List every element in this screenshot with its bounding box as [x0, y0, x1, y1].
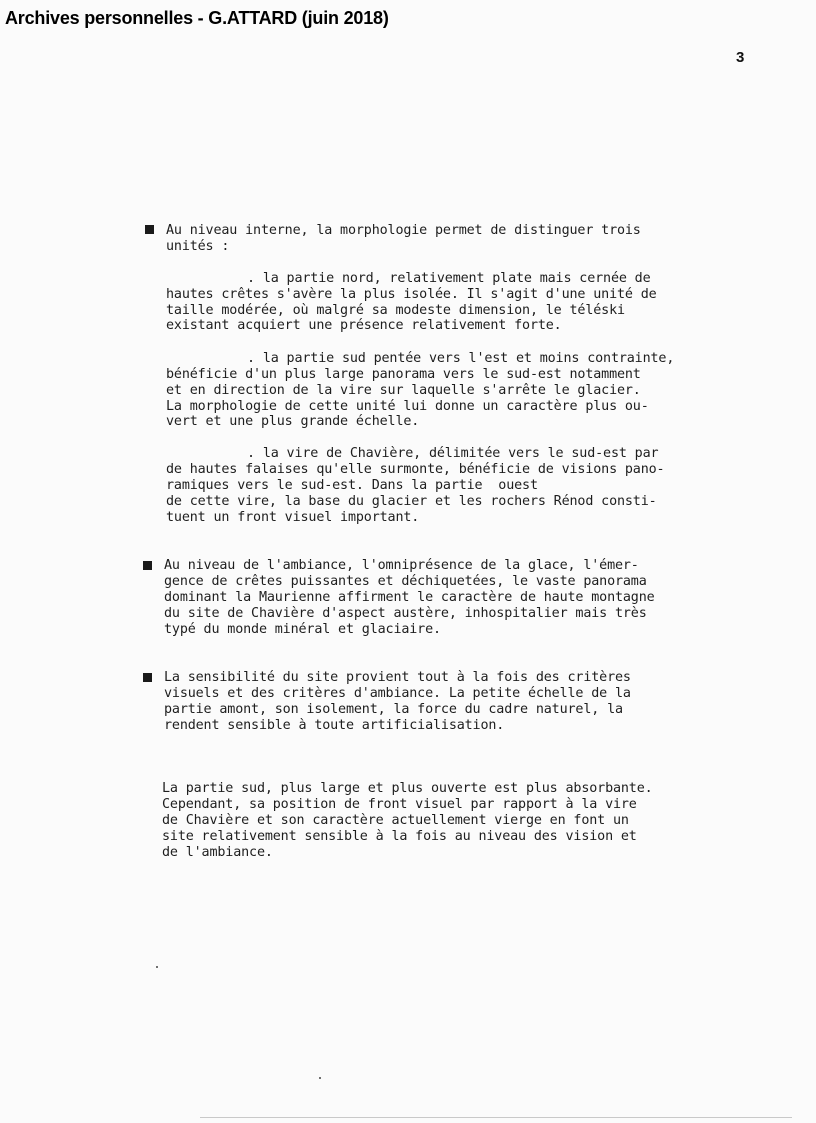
bullet3-line: rendent sensible à toute artificialisation. — [164, 718, 505, 733]
scan-speck — [156, 966, 158, 968]
archive-header: Archives personnelles - G.ATTARD (juin 2018) — [5, 8, 389, 28]
bullet3-line: partie amont, son isolement, la force du cadre naturel, la — [164, 702, 623, 717]
page-number: 3 — [736, 49, 745, 66]
scan-edge-line — [200, 1117, 792, 1118]
closing-line: Cependant, sa position de front visuel par rapport à la vire — [162, 797, 637, 812]
sub2-line: vert et une plus grande échelle. — [166, 414, 420, 429]
sub1-line: existant acquiert une présence relativement forte. — [166, 318, 562, 333]
bullet2-line: gence de crêtes puissantes et déchiquetées, le vaste panorama — [164, 574, 647, 589]
sub2-line: La morphologie de cette unité lui donne un caractère plus ou- — [166, 399, 649, 414]
closing-line: de l'ambiance. — [162, 845, 273, 860]
sub3-line: ramiques vers le sud-est. Dans la partie ouest — [166, 478, 538, 493]
sub1-line: . la partie nord, relativement plate mais cernée de — [247, 271, 651, 286]
sub2-line: . la partie sud pentée vers l'est et moins contrainte, — [247, 351, 675, 366]
scan-speck — [319, 1077, 321, 1079]
bullet2-line: du site de Chavière d'aspect austère, inhospitalier mais très — [164, 606, 647, 621]
bullet-marker — [143, 673, 152, 682]
closing-line: de Chavière et son caractère actuellement vierge en font un — [162, 813, 629, 828]
bullet-marker — [145, 225, 154, 234]
sub2-line: et en direction de la vire sur laquelle s'arrête le glacier. — [166, 383, 641, 398]
bullet-marker — [143, 561, 152, 570]
sub3-line: de cette vire, la base du glacier et les rochers Rénod consti- — [166, 494, 657, 509]
sub3-line: tuent un front visuel important. — [166, 510, 420, 525]
bullet2-line: Au niveau de l'ambiance, l'omniprésence de la glace, l'émer- — [164, 558, 639, 573]
bullet1-line: unités : — [166, 239, 230, 254]
sub1-line: taille modérée, où malgré sa modeste dimension, le téléski — [166, 303, 625, 318]
bullet2-line: typé du monde minéral et glaciaire. — [164, 622, 441, 637]
bullet3-line: La sensibilité du site provient tout à la fois des critères — [164, 670, 631, 685]
bullet2-line: dominant la Maurienne affirment le caractère de haute montagne — [164, 590, 655, 605]
sub2-line: bénéficie d'un plus large panorama vers le sud-est notamment — [166, 367, 641, 382]
bullet1-line: Au niveau interne, la morphologie permet de distinguer trois — [166, 223, 641, 238]
sub3-line: de hautes falaises qu'elle surmonte, bénéficie de visions pano- — [166, 462, 665, 477]
sub1-line: hautes crêtes s'avère la plus isolée. Il s'agit d'une unité de — [166, 287, 657, 302]
closing-line: La partie sud, plus large et plus ouverte est plus absorbante. — [162, 781, 653, 796]
closing-line: site relativement sensible à la fois au niveau des vision et — [162, 829, 637, 844]
bullet3-line: visuels et des critères d'ambiance. La petite échelle de la — [164, 686, 631, 701]
sub3-line: . la vire de Chavière, délimitée vers le sud-est par — [247, 446, 659, 461]
